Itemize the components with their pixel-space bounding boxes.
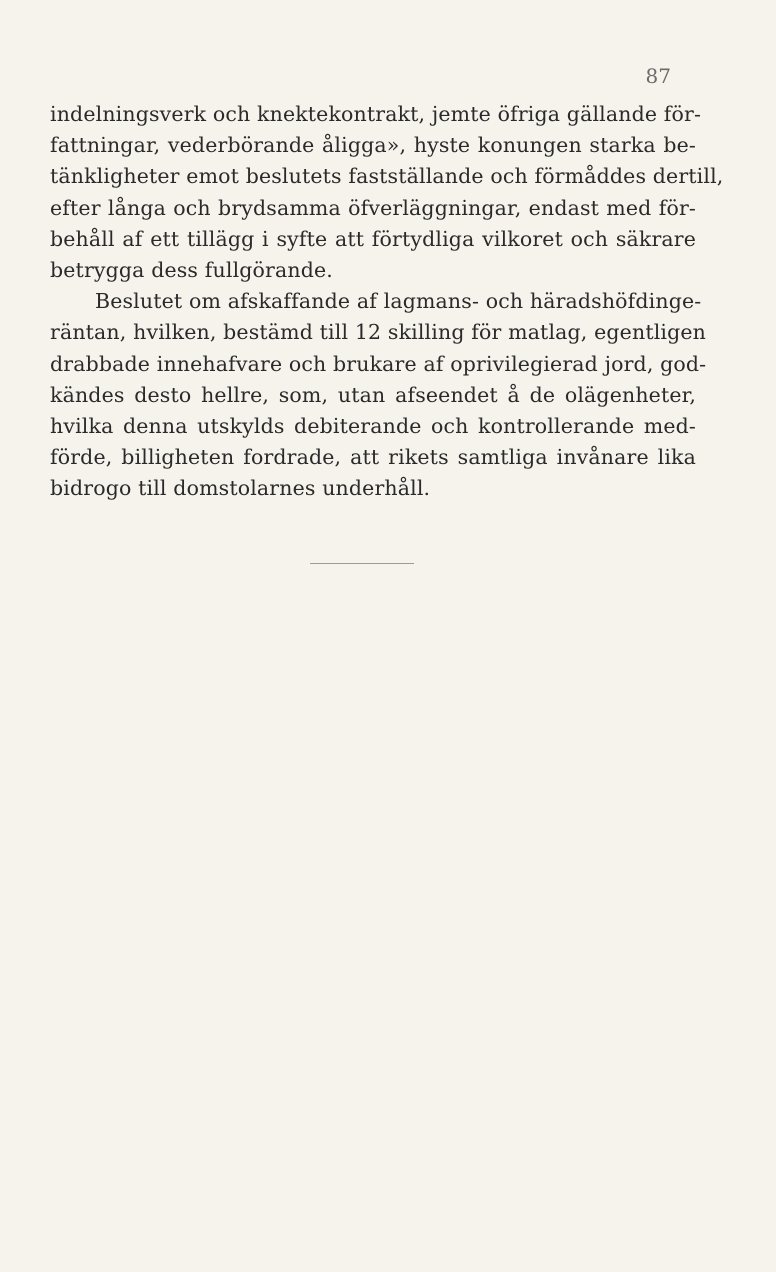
page-number: 87 bbox=[645, 64, 671, 88]
text-line: räntan, hvilken, bestämd till 12 skilling för matlag, egentligen bbox=[50, 320, 707, 345]
paragraph-2 bbox=[50, 286, 707, 504]
text-line: betrygga dess fullgörande. bbox=[50, 257, 333, 282]
text-line: fattningar, vederbörande åligga», hyste konungen starka be- bbox=[50, 133, 696, 158]
text-line: drabbade innehafvare och brukare af oprivilegierad jord, god- bbox=[50, 351, 707, 376]
text-line: tänkligheter emot beslutets fastställande och förmåddes dertill, bbox=[50, 164, 724, 189]
text-line: efter långa och brydsamma öfverläggningar, endast med för- bbox=[50, 195, 696, 220]
paragraph-1 bbox=[50, 99, 724, 286]
section-divider bbox=[310, 563, 414, 564]
text-line: indelningsverk och knektekontrakt, jemte öfriga gällande för- bbox=[50, 102, 702, 126]
text-line: hvilka denna utskylds debiterande och kontrollerande med- bbox=[50, 413, 696, 438]
text-line: behåll af ett tillägg i syfte att förtydliga vilkoret och säkrare bbox=[50, 226, 696, 251]
text-line: förde, billigheten fordrade, att rikets samtliga invånare lika bbox=[50, 445, 696, 470]
body-text bbox=[50, 99, 724, 504]
text-line: Beslutet om afskaffande af lagmans- och häradshöfdinge- bbox=[95, 289, 702, 314]
text-line: kändes desto hellre, som, utan afseendet å de olägenheter, bbox=[50, 382, 696, 407]
text-line: bidrogo till domstolarnes underhåll. bbox=[50, 476, 431, 501]
